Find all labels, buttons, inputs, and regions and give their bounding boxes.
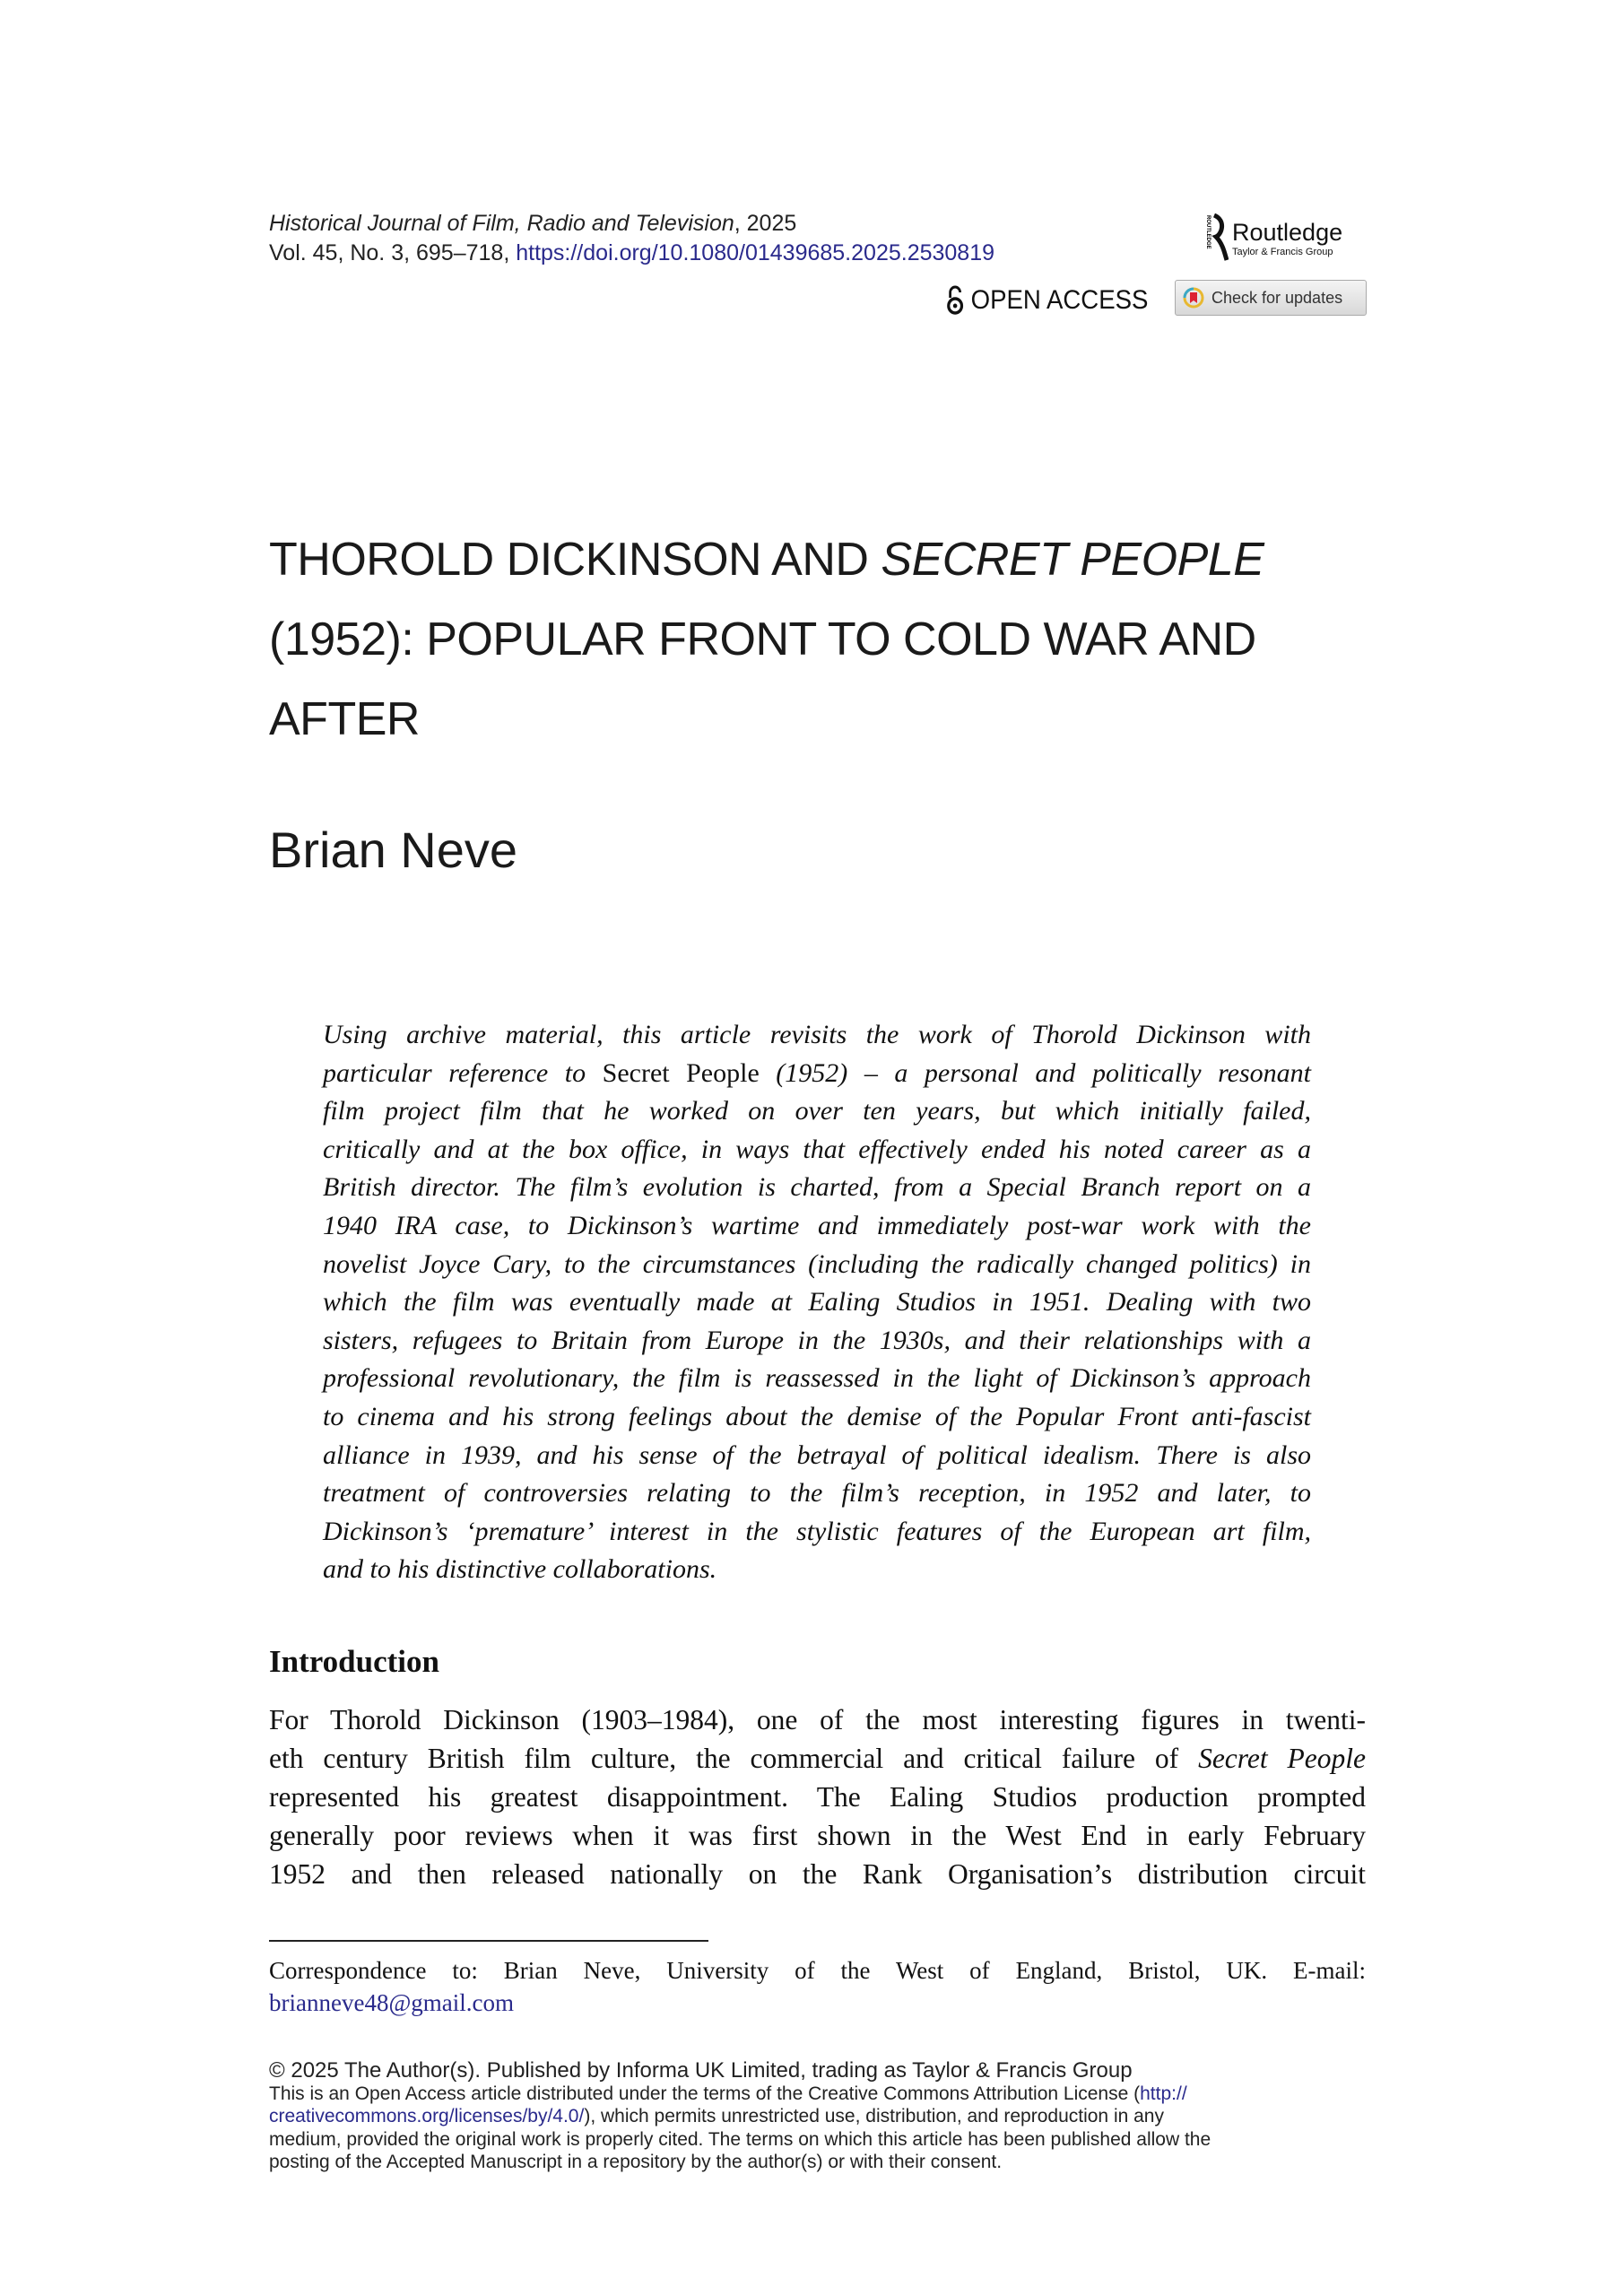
crossmark-icon: [1183, 287, 1204, 309]
abstract-line: treatment of controversies relating to the film’s reception, in 1952 and later, to: [323, 1478, 1311, 1509]
doi-link[interactable]: https://doi.org/10.1080/01439685.2025.2530819: [516, 240, 995, 265]
check-for-updates-button[interactable]: [1175, 280, 1367, 316]
abstract: [323, 1016, 1311, 1589]
correspondence-text: Correspondence to: Brian Neve, University of the West of England, Bristol, UK. E-mail:: [269, 1957, 1366, 1984]
abstract-line: and to his distinctive collaborations.: [323, 1554, 717, 1585]
film-title: SECRET PEOPLE: [881, 534, 1264, 586]
svg-text:ROUTLEDGE: ROUTLEDGE: [1205, 215, 1211, 249]
journal-year: , 2025: [734, 211, 797, 236]
body-line: For Thorold Dickinson (1903–1984), one of the most interesting figures in twenti-: [269, 1704, 1366, 1735]
volume-line: [269, 240, 994, 266]
publisher-group: Taylor & Francis Group: [1232, 246, 1333, 257]
routledge-r-icon: [1202, 213, 1229, 262]
license-line: creativecommons.org/licenses/by/4.0/), which permits unrestricted use, distribution, and reproduction in any: [269, 2106, 1164, 2126]
license-link[interactable]: creativecommons.org/licenses/by/4.0/: [269, 2106, 585, 2126]
section-heading: Introduction: [269, 1644, 439, 1679]
license-line: medium, provided the original work is properly cited. The terms on which this article has been published allow the: [269, 2128, 1211, 2150]
abstract-line: alliance in 1939, and his sense of the betrayal of political idealism. There is also: [323, 1439, 1311, 1470]
title-text: THOROLD DICKINSON AND: [269, 534, 881, 586]
abstract-line: sisters, refugees to Britain from Europe in the 1930s, and their relationships with a: [323, 1325, 1311, 1355]
abstract-line: British director. The film’s evolution is charted, from a Special Branch report on a: [323, 1172, 1311, 1203]
copyright-line: © 2025 The Author(s). Published by Informa UK Limited, trading as Taylor & Francis Group: [269, 2058, 1133, 2083]
abstract-line: novelist Joyce Cary, to the circumstances (including the radically changed politics) in: [323, 1248, 1311, 1279]
routledge-logo: [1202, 213, 1342, 262]
body-line: eth century British film culture, the commercial and critical failure of Secret People: [269, 1743, 1366, 1774]
abstract-line: 1940 IRA case, to Dickinson’s wartime and immediately post-war work with the: [323, 1210, 1311, 1240]
check-updates-label: Check for updates: [1211, 288, 1343, 307]
license-line: This is an Open Access article distributed under the terms of the Creative Commons Attribution License (http://: [269, 2083, 1187, 2104]
footnote-divider: [269, 1940, 708, 1942]
author-name: Brian Neve: [269, 822, 518, 878]
body-line: represented his greatest disappointment. The Ealing Studios production prompted: [269, 1781, 1366, 1813]
abstract-line: which the film was eventually made at Ealing Studios in 1951. Dealing with two: [323, 1287, 1311, 1318]
volume-info: Vol. 45, No. 3, 695–718,: [269, 240, 517, 265]
abstract-line: Using archive material, this article revisits the work of Thorold Dickinson with: [323, 1020, 1311, 1049]
open-access-label: OPEN ACCESS: [970, 285, 1149, 315]
abstract-line: to cinema and his strong feelings about the demise of the Popular Front anti-fascist: [323, 1401, 1311, 1431]
license-link[interactable]: http://: [1140, 2083, 1187, 2104]
article-title: [269, 520, 1264, 760]
abstract-line: critically and at the box office, in ways that effectively ended his noted career as a: [323, 1134, 1311, 1164]
abstract-line: Dickinson’s ‘premature’ interest in the stylistic features of the European art film,: [323, 1516, 1311, 1546]
film-title: Secret People: [602, 1057, 760, 1088]
correspondence-note: [269, 1954, 1366, 2019]
abstract-line: professional revolutionary, the film is reassessed in the light of Dickinson’s approach: [323, 1363, 1311, 1394]
journal-name: Historical Journal of Film, Radio and Television: [269, 211, 734, 236]
title-text: (1952): POPULAR FRONT TO COLD WAR AND: [269, 613, 1256, 665]
copyright-notice: [269, 2059, 1211, 2174]
abstract-line: film project film that he worked on over ten years, but which initially failed,: [323, 1096, 1311, 1126]
open-access-badge: [946, 285, 1148, 316]
film-title: Secret People: [1198, 1743, 1366, 1774]
email-link[interactable]: brianneve48@gmail.com: [269, 1989, 515, 2016]
license-line: posting of the Accepted Manuscript in a repository by the author(s) or with their consent.: [269, 2152, 1003, 2172]
publisher-name: Routledge: [1232, 218, 1343, 246]
journal-line: [269, 211, 796, 237]
open-lock-icon: [946, 285, 964, 316]
abstract-line: particular reference to Secret People (1952) – a personal and politically resonant: [323, 1057, 1311, 1088]
body-line: generally poor reviews when it was first shown in the West End in early February: [269, 1820, 1366, 1851]
body-text: [269, 1700, 1366, 1893]
title-text: AFTER: [269, 693, 420, 745]
body-line: 1952 and then released nationally on the Rank Organisation’s distribution circuit: [269, 1858, 1366, 1890]
